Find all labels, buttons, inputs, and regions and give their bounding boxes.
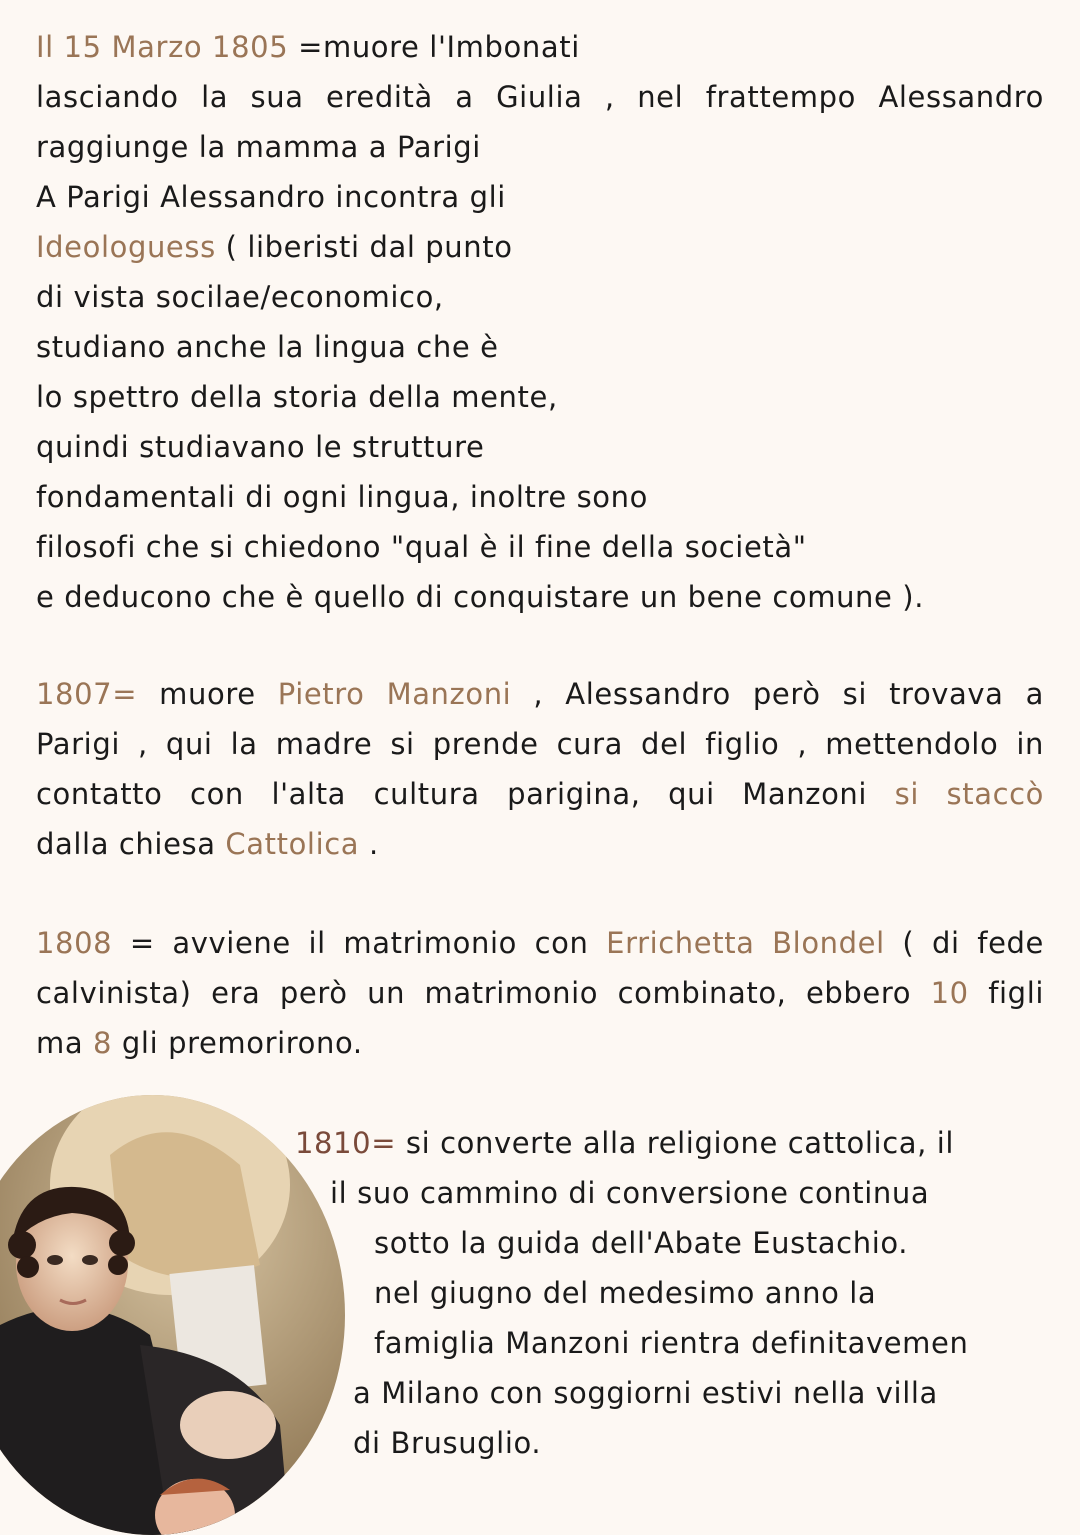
year-highlight: 1810= — [295, 1126, 397, 1160]
term-highlight: Cattolica — [225, 827, 360, 861]
text-span: calvinista) era però un matrimonio combinato, ebbero — [36, 976, 931, 1010]
year-highlight: 1808 — [36, 926, 113, 960]
text-span: ma — [36, 1026, 94, 1060]
text-span: figli — [968, 976, 1045, 1010]
text-span: =muore l'Imbonati — [288, 30, 580, 64]
text-line — [36, 222, 1044, 272]
text-span: ( di fede — [884, 926, 1044, 960]
text-line: lasciando la sua eredità a Giulia , nel frattempo Alessandro — [36, 80, 1044, 114]
text-span: ( liberisti dal punto — [215, 230, 513, 264]
number-highlight: 10 — [930, 976, 969, 1010]
text-line — [295, 1118, 954, 1168]
text-span: = avviene il matrimonio con — [112, 926, 607, 960]
text-span: muore — [137, 677, 278, 711]
section-1807 — [36, 669, 1044, 869]
portrait-illustration — [0, 1095, 345, 1535]
term-highlight: Ideologuess — [36, 230, 216, 264]
section-1808 — [36, 918, 1044, 1068]
text-span: , Alessandro però si trovava a — [511, 677, 1044, 711]
name-highlight: Pietro Manzoni — [277, 677, 512, 711]
text-line: il suo cammino di conversione continua — [330, 1176, 930, 1210]
text-span: dalla chiesa — [36, 827, 226, 861]
text-line: raggiunge la mamma a Parigi — [36, 130, 481, 164]
text-line: nel giugno del medesimo anno la — [374, 1276, 877, 1310]
text-line: di vista socilae/economico, — [36, 280, 444, 314]
text-line: famiglia Manzoni rientra definitavemen — [374, 1326, 969, 1360]
portrait-image — [0, 1095, 345, 1535]
text-line — [36, 769, 1044, 819]
text-line — [36, 918, 1044, 968]
text-span: si converte alla religione cattolica, il — [396, 1126, 955, 1160]
text-line: sotto la guida dell'Abate Eustachio. — [374, 1226, 909, 1260]
text-span: . — [359, 827, 379, 861]
text-line: e deducono che è quello di conquistare un bene comune ). — [36, 580, 925, 614]
text-line: quindi studiavano le strutture — [36, 430, 485, 464]
number-highlight: 8 — [93, 1026, 113, 1060]
text-line: A Parigi Alessandro incontra gli — [36, 180, 506, 214]
year-highlight: 1807= — [36, 677, 138, 711]
phrase-highlight: si staccò — [894, 777, 1045, 811]
text-line — [36, 968, 1044, 1018]
text-line: a Milano con soggiorni estivi nella villa — [353, 1376, 938, 1410]
text-line: fondamentali di ogni lingua, inoltre sono — [36, 480, 648, 514]
text-line — [36, 669, 1044, 719]
text-line — [36, 1018, 1044, 1068]
text-line: lo spettro della storia della mente, — [36, 380, 558, 414]
date-highlight: Il 15 Marzo 1805 — [36, 30, 289, 64]
name-highlight: Errichetta Blondel — [606, 926, 885, 960]
text-span: contatto con l'alta cultura parigina, qui Manzoni — [36, 777, 895, 811]
text-line — [36, 22, 1044, 72]
text-line: di Brusuglio. — [353, 1426, 542, 1460]
section-1805 — [36, 22, 1044, 622]
text-line: studiano anche la lingua che è — [36, 330, 499, 364]
text-span: gli premorirono. — [112, 1026, 363, 1060]
text-line — [36, 819, 1044, 869]
text-line: Parigi , qui la madre si prende cura del figlio , mettendolo in — [36, 727, 1044, 761]
text-line: filosofi che si chiedono "qual è il fine della società" — [36, 530, 807, 564]
